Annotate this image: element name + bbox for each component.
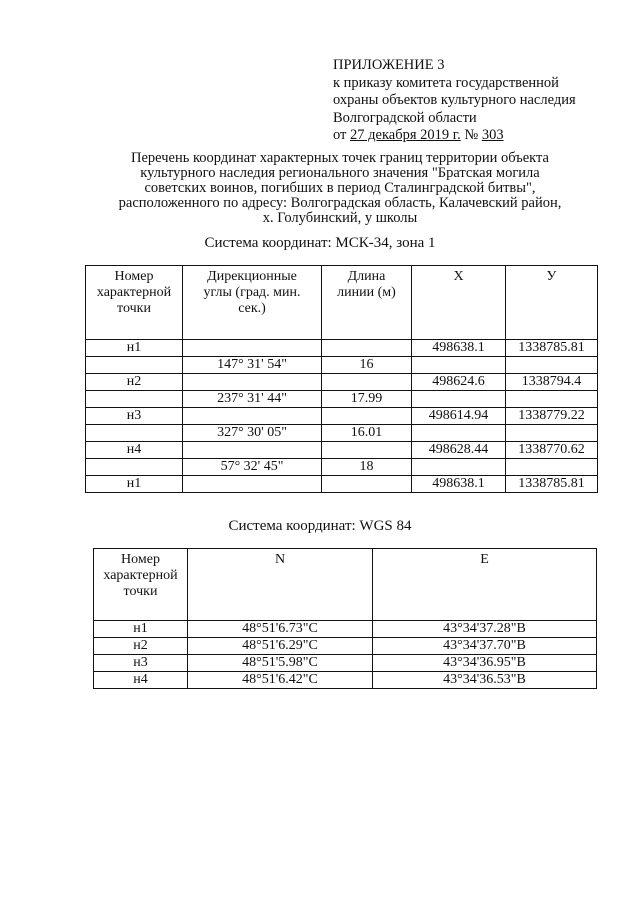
title-line: х. Голубинский, у школы	[262, 210, 418, 226]
cell-angle: 327° 30' 05"	[183, 425, 322, 442]
cell-y	[506, 357, 598, 374]
cell-x	[412, 391, 506, 408]
cell-x	[412, 357, 506, 374]
cell-x	[412, 459, 506, 476]
table-row	[86, 459, 598, 476]
cell-length	[322, 340, 412, 357]
header-point	[86, 266, 183, 340]
header-length	[322, 266, 412, 340]
header-text: Номер	[121, 552, 160, 567]
table-row	[86, 408, 598, 425]
table-row	[86, 374, 598, 391]
cell-x: 498614.94	[412, 408, 506, 425]
cell-y	[506, 459, 598, 476]
title-line: советских воинов, погибших в период Сталинградской битвы",	[144, 180, 536, 196]
cell-angle: 57° 32' 45"	[183, 459, 322, 476]
cell-e: 43°34'37.28"В	[373, 621, 597, 638]
cell-angle	[183, 442, 322, 459]
cell-y	[506, 391, 598, 408]
cell-e: 43°34'36.95"В	[373, 655, 597, 672]
appendix-heading: ПРИЛОЖЕНИЕ 3	[333, 57, 445, 73]
cell-point: н2	[86, 374, 183, 391]
cell-n: 48°51'6.73"С	[188, 621, 373, 638]
header-angle	[183, 266, 322, 340]
table-row	[86, 425, 598, 442]
cell-x: 498624.6	[412, 374, 506, 391]
title-line: Перечень координат характерных точек границ территории объекта	[131, 150, 549, 166]
header-y: У	[506, 266, 598, 340]
cell-angle	[183, 408, 322, 425]
table-row	[86, 476, 598, 493]
header-text: характерной	[96, 285, 172, 300]
appendix-line: охраны объектов культурного наследия	[333, 92, 576, 108]
table-header-row	[86, 266, 598, 340]
header-text: Длина	[347, 269, 386, 284]
cell-n: 48°51'5.98"С	[188, 655, 373, 672]
cell-point: н1	[94, 621, 188, 638]
header-text: линии (м)	[337, 285, 396, 300]
appendix-date-line	[333, 127, 576, 145]
cell-x	[412, 425, 506, 442]
table-row	[94, 621, 597, 638]
cell-x: 498638.1	[412, 476, 506, 493]
table-row	[86, 340, 598, 357]
cell-point	[86, 391, 183, 408]
cell-e: 43°34'36.53"В	[373, 672, 597, 689]
appendix-line: Волгоградской области	[333, 109, 477, 126]
header-text: точки	[123, 584, 158, 599]
table-header-row	[94, 549, 597, 621]
header-n: N	[188, 549, 373, 621]
cell-x: 498638.1	[412, 340, 506, 357]
table-row	[86, 357, 598, 374]
cell-x: 498628.44	[412, 442, 506, 459]
appendix-line: к приказу комитета государственной	[333, 74, 559, 91]
cell-point	[86, 425, 183, 442]
cell-y: 1338785.81	[506, 340, 598, 357]
header-text: углы (град. мин.	[203, 285, 301, 300]
header-text: характерной	[103, 568, 178, 583]
system1-title: Система координат: МСК-34, зона 1	[204, 235, 436, 251]
cell-y	[506, 425, 598, 442]
cell-length: 16.01	[322, 425, 412, 442]
cell-length	[322, 442, 412, 459]
cell-angle: 147° 31' 54"	[183, 357, 322, 374]
cell-length: 18	[322, 459, 412, 476]
cell-length: 17.99	[322, 391, 412, 408]
cell-length	[322, 408, 412, 425]
wgs84-coordinates-table	[93, 548, 597, 689]
table-row	[86, 391, 598, 408]
msk34-coordinates-table	[85, 265, 598, 493]
cell-y: 1338770.62	[506, 442, 598, 459]
header-text: точки	[117, 301, 151, 316]
header-point	[94, 549, 188, 621]
cell-point	[86, 357, 183, 374]
order-date: 27 декабря 2019 г.	[350, 127, 461, 143]
cell-y: 1338785.81	[506, 476, 598, 493]
cell-point: н4	[94, 672, 188, 689]
header-e: E	[373, 549, 597, 621]
cell-y: 1338794.4	[506, 374, 598, 391]
title-line: расположенного по адресу: Волгоградская область, Калачевский район,	[118, 195, 562, 211]
cell-n: 48°51'6.29"С	[188, 638, 373, 655]
cell-point: н3	[94, 655, 188, 672]
cell-point: н2	[94, 638, 188, 655]
system2-title: Система координат: WGS 84	[228, 518, 412, 534]
table-row	[94, 655, 597, 672]
document-title	[100, 151, 580, 226]
cell-n: 48°51'6.42"С	[188, 672, 373, 689]
number-prefix: №	[460, 127, 482, 143]
cell-angle	[183, 374, 322, 391]
table-row	[94, 672, 597, 689]
date-prefix: от	[333, 127, 351, 143]
cell-angle	[183, 476, 322, 493]
cell-point: н3	[86, 408, 183, 425]
cell-y: 1338779.22	[506, 408, 598, 425]
cell-point: н1	[86, 476, 183, 493]
table-row	[94, 638, 597, 655]
cell-length	[322, 476, 412, 493]
header-text: Дирекционные	[207, 269, 297, 284]
table-row	[86, 442, 598, 459]
order-number: 303	[481, 127, 504, 143]
cell-length	[322, 374, 412, 391]
title-line: культурного наследия регионального значения "Братская могила	[140, 165, 540, 181]
cell-angle	[183, 340, 322, 357]
header-text: сек.)	[238, 301, 266, 316]
cell-point: н4	[86, 442, 183, 459]
header-x: X	[412, 266, 506, 340]
cell-e: 43°34'37.70"В	[373, 638, 597, 655]
header-text: Номер	[114, 269, 154, 284]
cell-point: н1	[86, 340, 183, 357]
cell-point	[86, 459, 183, 476]
cell-angle: 237° 31' 44"	[183, 391, 322, 408]
appendix-block	[333, 57, 576, 145]
cell-length: 16	[322, 357, 412, 374]
